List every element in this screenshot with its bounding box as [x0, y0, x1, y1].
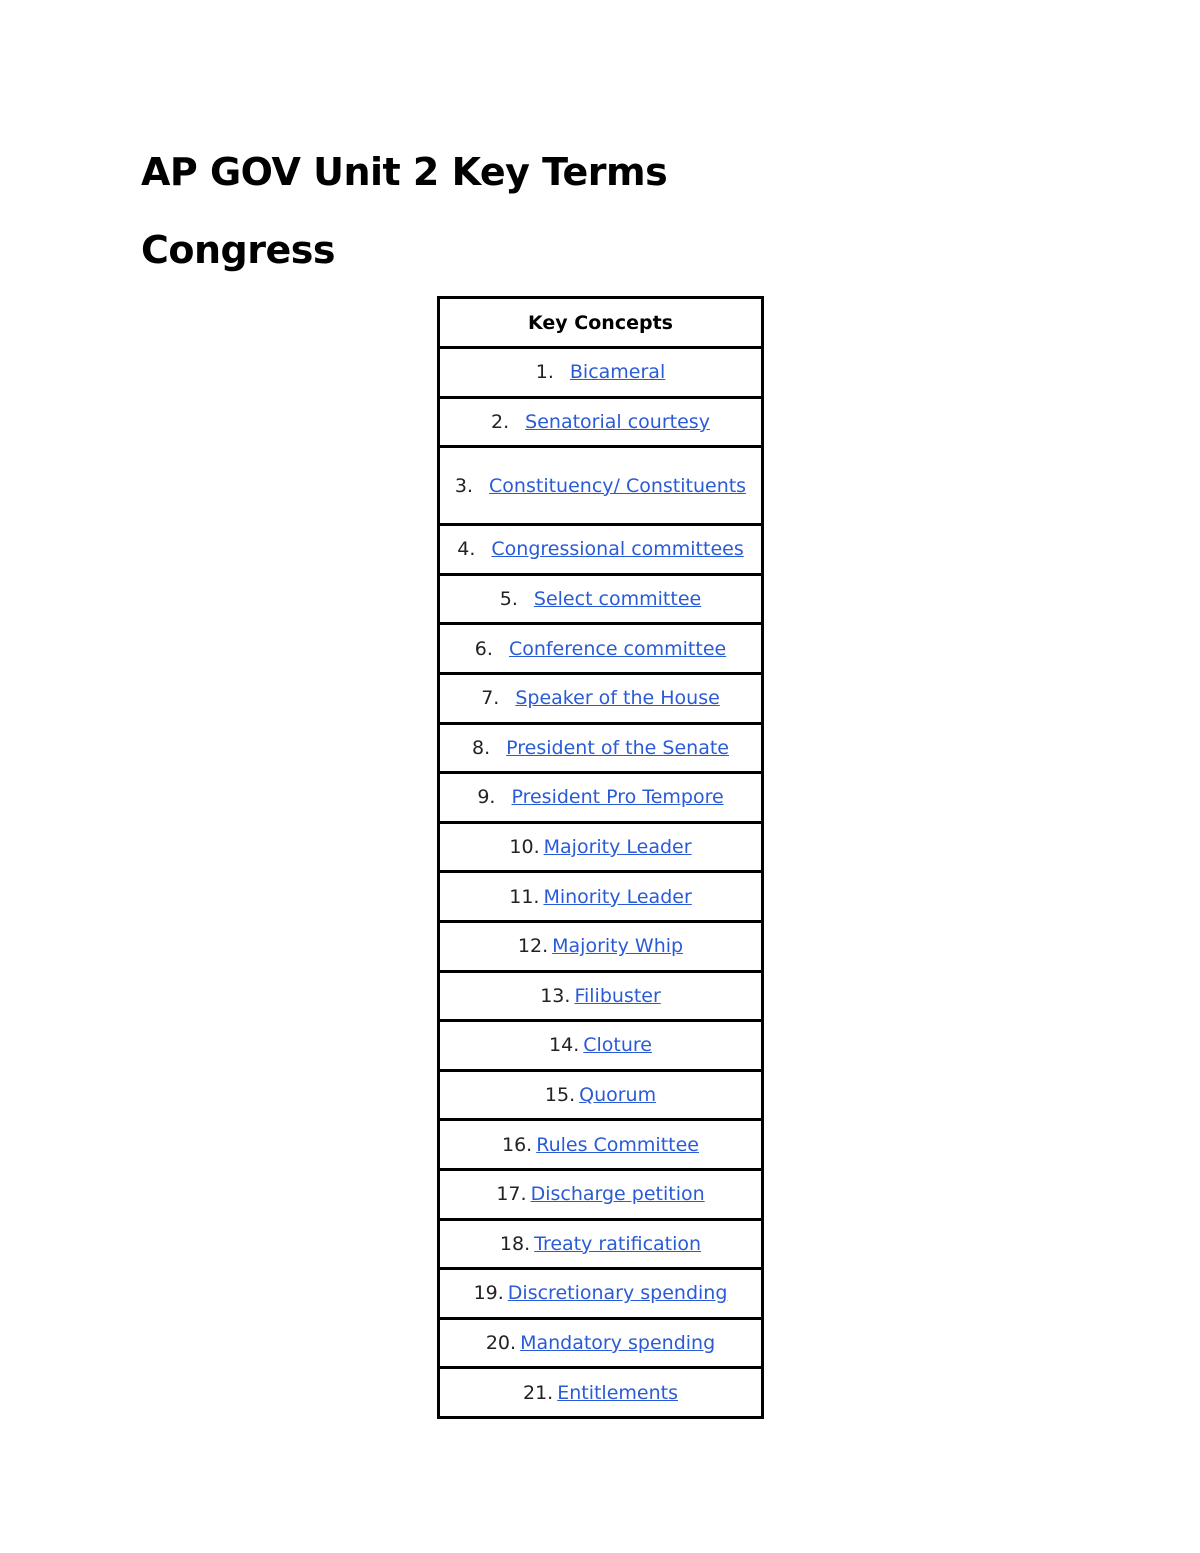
table-cell [439, 1169, 763, 1219]
table-row [439, 723, 763, 773]
table-row [439, 822, 763, 872]
term-link[interactable]: Speaker of the House [515, 687, 720, 710]
table-cell [439, 574, 763, 624]
table-cell [439, 1120, 763, 1170]
term-link[interactable]: Senatorial courtesy [525, 410, 710, 433]
table-row [439, 971, 763, 1021]
table-row [439, 921, 763, 971]
term-link[interactable]: Bicameral [569, 361, 666, 384]
item-number: 20. [485, 1331, 517, 1354]
item-number: 7. [481, 687, 500, 710]
item-number: 8. [472, 736, 491, 759]
table-row [439, 447, 763, 525]
table-header-row [439, 298, 763, 348]
table-row [439, 1070, 763, 1120]
item-number: 4. [457, 538, 476, 561]
table-cell [439, 673, 763, 723]
term-link[interactable]: Discretionary spending [507, 1282, 728, 1305]
table-cell [439, 921, 763, 971]
table-row [439, 1219, 763, 1269]
table-row [439, 348, 763, 398]
table-row [439, 673, 763, 723]
item-number: 13. [540, 984, 571, 1007]
term-link[interactable]: President of the Senate [506, 736, 729, 759]
table-cell [439, 1368, 763, 1418]
item-number: 17. [496, 1183, 527, 1206]
section-heading: Congress [141, 228, 335, 272]
item-number: 14. [549, 1034, 580, 1057]
term-link[interactable]: Conference committee [508, 637, 727, 660]
item-number: 11. [509, 885, 540, 908]
term-link[interactable]: Mandatory spending [520, 1331, 716, 1354]
term-link[interactable]: Majority Whip [552, 935, 684, 958]
table-cell [439, 872, 763, 922]
term-link[interactable]: President Pro Tempore [511, 786, 724, 809]
item-number: 5. [499, 588, 518, 611]
table-cell [439, 1021, 763, 1071]
document-title: AP GOV Unit 2 Key Terms [141, 150, 668, 194]
table-row [439, 397, 763, 447]
term-link[interactable]: Discharge petition [530, 1183, 705, 1206]
item-number: 1. [535, 361, 554, 384]
term-link[interactable]: Constituency/ Constituents [489, 474, 747, 497]
term-link[interactable]: Quorum [579, 1084, 657, 1107]
term-link[interactable]: Filibuster [574, 984, 661, 1007]
term-link[interactable]: Treaty ratification [534, 1232, 702, 1255]
item-number: 2. [491, 410, 510, 433]
term-link[interactable]: Cloture [583, 1034, 652, 1057]
table-row [439, 525, 763, 575]
table-row [439, 574, 763, 624]
table-row [439, 1269, 763, 1319]
table-row [439, 1368, 763, 1418]
item-number: 16. [502, 1133, 533, 1156]
term-link[interactable]: Rules Committee [536, 1133, 699, 1156]
table-cell [439, 1070, 763, 1120]
table-cell [439, 1219, 763, 1269]
table-cell [439, 723, 763, 773]
table-cell [439, 397, 763, 447]
table-cell [439, 1269, 763, 1319]
item-number: 6. [474, 637, 493, 660]
table-row [439, 1120, 763, 1170]
table-cell [439, 773, 763, 823]
table-cell [439, 348, 763, 398]
item-number: 21. [522, 1381, 554, 1404]
item-number: 3. [454, 474, 474, 497]
term-link[interactable]: Minority Leader [543, 885, 692, 908]
item-number: 12. [517, 935, 549, 958]
term-link[interactable]: Select committee [533, 588, 702, 611]
item-number: 9. [477, 786, 496, 809]
item-number: 19. [473, 1282, 504, 1305]
item-number: 18. [499, 1232, 531, 1255]
table-cell [439, 624, 763, 674]
key-concepts-table [437, 296, 764, 1419]
table-cell [439, 822, 763, 872]
term-link[interactable]: Congressional committees [491, 538, 744, 561]
table-row [439, 1318, 763, 1368]
table-row [439, 624, 763, 674]
term-link[interactable]: Majority Leader [543, 836, 692, 859]
table-header-cell: Key Concepts [439, 298, 763, 348]
item-number: 15. [544, 1084, 576, 1107]
term-link[interactable]: Entitlements [557, 1381, 678, 1404]
table-row [439, 1021, 763, 1071]
table-cell [439, 525, 763, 575]
table-cell [439, 1318, 763, 1368]
table-row [439, 773, 763, 823]
item-number: 10. [509, 836, 540, 859]
table-cell [439, 447, 763, 525]
table-cell [439, 971, 763, 1021]
table-row [439, 1169, 763, 1219]
table-row [439, 872, 763, 922]
